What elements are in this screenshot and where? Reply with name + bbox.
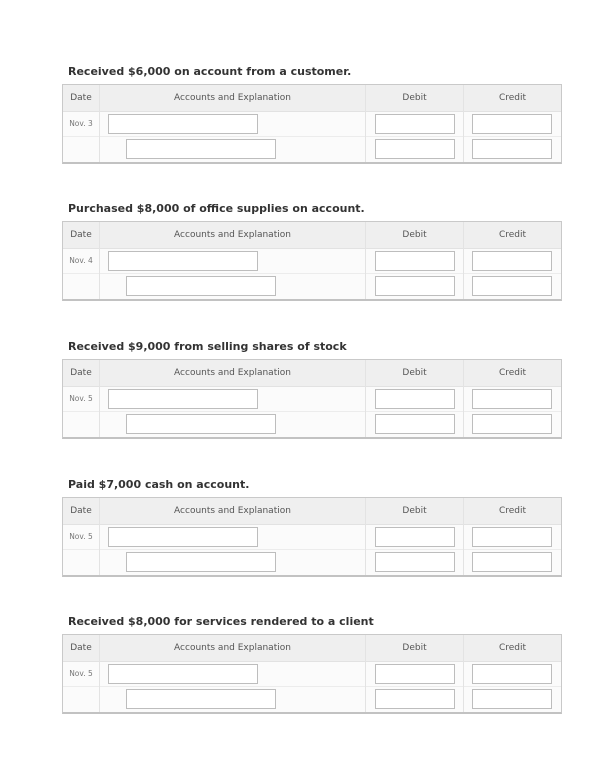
column-divider — [99, 635, 100, 712]
table-row — [63, 112, 561, 137]
debit-input[interactable] — [375, 276, 455, 296]
table-row — [63, 550, 561, 575]
column-header-accounts: Accounts and Explanation — [174, 230, 291, 240]
column-divider — [99, 222, 100, 299]
journal-table — [62, 84, 562, 164]
entry-date: Nov. 3 — [69, 119, 93, 128]
column-header-credit: Credit — [498, 230, 527, 240]
debit-input[interactable] — [375, 114, 455, 134]
table-row — [63, 412, 561, 437]
journal-table — [62, 221, 562, 301]
column-divider — [365, 635, 366, 712]
account-input[interactable] — [126, 414, 276, 434]
debit-input[interactable] — [375, 664, 455, 684]
debit-input[interactable] — [375, 414, 455, 434]
column-divider — [99, 85, 100, 162]
column-divider — [463, 498, 464, 575]
table-row — [63, 662, 561, 687]
column-header-credit: Credit — [498, 93, 527, 103]
journal-table — [62, 359, 562, 439]
column-header-accounts: Accounts and Explanation — [174, 643, 291, 653]
column-header-date: Date — [70, 368, 92, 378]
entry-date: Nov. 4 — [69, 256, 93, 265]
column-header-debit: Debit — [402, 368, 427, 378]
column-header-accounts: Accounts and Explanation — [174, 368, 291, 378]
column-header-date: Date — [70, 230, 92, 240]
entry-title: Paid $7,000 cash on account. — [68, 478, 250, 491]
entry-title: Received $9,000 from selling shares of stock — [68, 340, 347, 353]
credit-input[interactable] — [472, 664, 552, 684]
debit-input[interactable] — [375, 527, 455, 547]
column-divider — [463, 635, 464, 712]
account-input[interactable] — [108, 527, 258, 547]
table-row — [63, 274, 561, 299]
entry-date: Nov. 5 — [69, 669, 93, 678]
column-header-credit: Credit — [498, 368, 527, 378]
column-header-accounts: Accounts and Explanation — [174, 506, 291, 516]
table-header-row — [63, 222, 561, 249]
account-input[interactable] — [108, 664, 258, 684]
column-header-debit: Debit — [402, 506, 427, 516]
column-divider — [99, 360, 100, 437]
entry-title: Received $8,000 for services rendered to a client — [68, 615, 374, 628]
entry-title: Purchased $8,000 of office supplies on account. — [68, 202, 365, 215]
table-row — [63, 137, 561, 162]
table-header-row — [63, 498, 561, 525]
credit-input[interactable] — [472, 389, 552, 409]
debit-input[interactable] — [375, 689, 455, 709]
debit-input[interactable] — [375, 251, 455, 271]
column-header-debit: Debit — [402, 230, 427, 240]
account-input[interactable] — [126, 689, 276, 709]
table-header-row — [63, 85, 561, 112]
column-divider — [463, 360, 464, 437]
column-divider — [463, 222, 464, 299]
credit-input[interactable] — [472, 114, 552, 134]
table-row — [63, 687, 561, 712]
credit-input[interactable] — [472, 527, 552, 547]
column-header-date: Date — [70, 506, 92, 516]
column-header-date: Date — [70, 643, 92, 653]
column-divider — [463, 85, 464, 162]
journal-table — [62, 497, 562, 577]
table-row — [63, 387, 561, 412]
column-header-credit: Credit — [498, 643, 527, 653]
column-header-debit: Debit — [402, 93, 427, 103]
column-divider — [99, 498, 100, 575]
table-header-row — [63, 635, 561, 662]
entry-date: Nov. 5 — [69, 394, 93, 403]
column-divider — [365, 222, 366, 299]
column-header-debit: Debit — [402, 643, 427, 653]
credit-input[interactable] — [472, 251, 552, 271]
account-input[interactable] — [108, 389, 258, 409]
credit-input[interactable] — [472, 414, 552, 434]
account-input[interactable] — [126, 139, 276, 159]
column-header-credit: Credit — [498, 506, 527, 516]
column-divider — [365, 85, 366, 162]
account-input[interactable] — [126, 552, 276, 572]
column-header-date: Date — [70, 93, 92, 103]
account-input[interactable] — [108, 251, 258, 271]
journal-table — [62, 634, 562, 714]
credit-input[interactable] — [472, 552, 552, 572]
table-row — [63, 525, 561, 550]
account-input[interactable] — [126, 276, 276, 296]
entry-title: Received $6,000 on account from a customer. — [68, 65, 352, 78]
account-input[interactable] — [108, 114, 258, 134]
debit-input[interactable] — [375, 389, 455, 409]
credit-input[interactable] — [472, 276, 552, 296]
column-divider — [365, 498, 366, 575]
debit-input[interactable] — [375, 139, 455, 159]
credit-input[interactable] — [472, 139, 552, 159]
column-divider — [365, 360, 366, 437]
column-header-accounts: Accounts and Explanation — [174, 93, 291, 103]
table-header-row — [63, 360, 561, 387]
debit-input[interactable] — [375, 552, 455, 572]
credit-input[interactable] — [472, 689, 552, 709]
entry-date: Nov. 5 — [69, 532, 93, 541]
table-row — [63, 249, 561, 274]
